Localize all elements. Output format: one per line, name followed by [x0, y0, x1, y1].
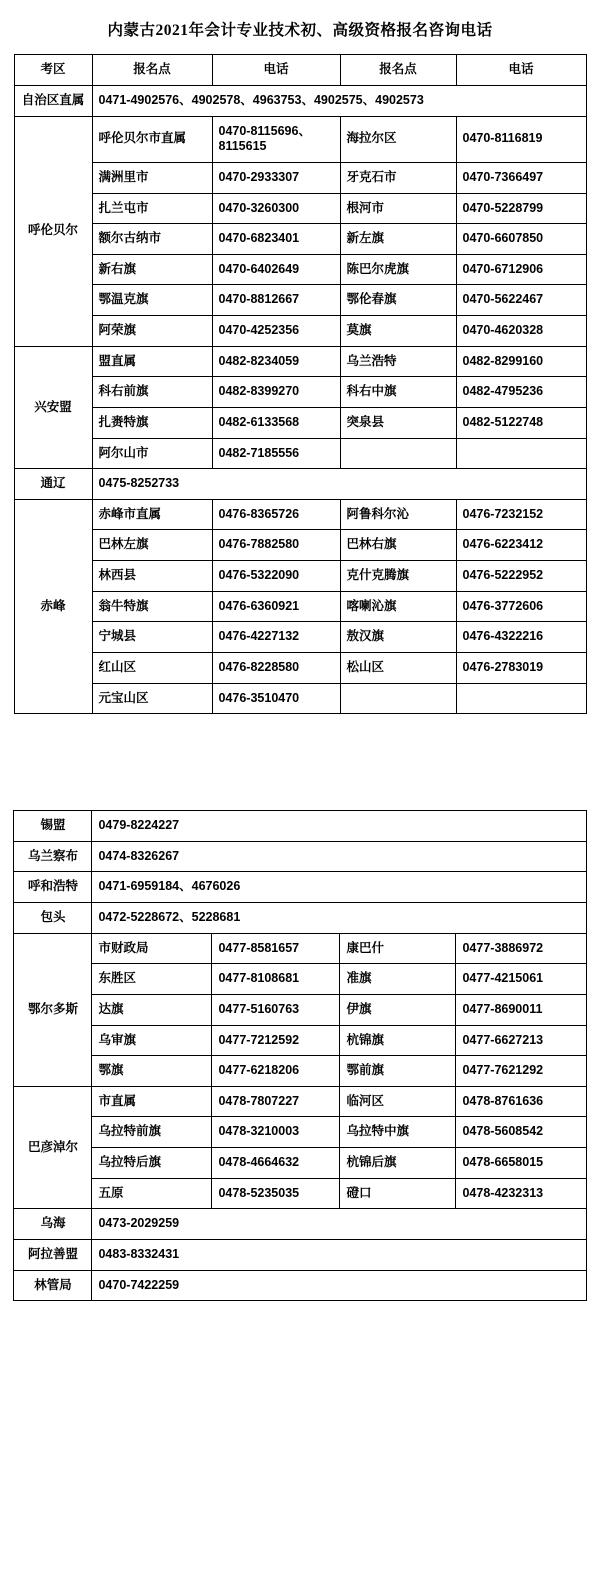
- table-row: [14, 316, 586, 347]
- site-cell: 达旗: [92, 994, 212, 1025]
- site-cell: 五原: [92, 1178, 212, 1209]
- phone-cell: 0478-5608542: [456, 1117, 586, 1148]
- contact-table-part1: [14, 54, 587, 714]
- site-cell: 海拉尔区: [340, 116, 456, 162]
- table-row: [14, 652, 586, 683]
- phone-cell: 0482-4795236: [456, 377, 586, 408]
- table-row: [14, 193, 586, 224]
- region-phone-cell: 0472-5228672、5228681: [92, 903, 586, 934]
- table-row: [14, 285, 586, 316]
- region-cell: 巴彦淖尔: [14, 1086, 92, 1209]
- table-row: [14, 1056, 586, 1087]
- table-row: [14, 346, 586, 377]
- phone-cell: 0470-5228799: [456, 193, 586, 224]
- site-cell: 赤峰市直属: [92, 499, 212, 530]
- table-row: [14, 683, 586, 714]
- table-row: [14, 811, 586, 842]
- site-cell: 临河区: [340, 1086, 456, 1117]
- site-cell: 伊旗: [340, 994, 456, 1025]
- phone-cell: 0470-4620328: [456, 316, 586, 347]
- site-cell: 康巴什: [340, 933, 456, 964]
- site-cell: 元宝山区: [92, 683, 212, 714]
- phone-cell: 0477-6627213: [456, 1025, 586, 1056]
- table-row: [14, 561, 586, 592]
- region-cell: 阿拉善盟: [14, 1239, 92, 1270]
- region-phone-cell: 0475-8252733: [92, 469, 586, 500]
- region-phone-cell: 0471-4902576、4902578、4963753、4902575、4902573: [92, 86, 586, 117]
- site-cell: 扎赉特旗: [92, 407, 212, 438]
- phone-cell: 0476-5322090: [212, 561, 340, 592]
- table-row: [14, 872, 586, 903]
- table-row: [14, 1117, 586, 1148]
- site-cell: 牙克石市: [340, 162, 456, 193]
- site-cell: 林西县: [92, 561, 212, 592]
- header-phone-1: 电话: [212, 55, 340, 86]
- phone-cell: 0470-6823401: [212, 224, 340, 255]
- table-row: [14, 499, 586, 530]
- page-break-spacer: [0, 714, 600, 810]
- table-row: [14, 438, 586, 469]
- phone-cell: 0470-8115696、8115615: [212, 116, 340, 162]
- phone-cell: 0470-2933307: [212, 162, 340, 193]
- phone-cell: 0482-8399270: [212, 377, 340, 408]
- site-cell: 巴林右旗: [340, 530, 456, 561]
- phone-cell: 0478-5235035: [212, 1178, 340, 1209]
- table-row: [14, 903, 586, 934]
- phone-cell: 0476-6360921: [212, 591, 340, 622]
- phone-cell: 0476-6223412: [456, 530, 586, 561]
- site-cell-empty: [340, 438, 456, 469]
- header-region: 考区: [14, 55, 92, 86]
- site-cell: 盟直属: [92, 346, 212, 377]
- phone-cell: 0470-6712906: [456, 254, 586, 285]
- table-row: [14, 1178, 586, 1209]
- site-cell: 喀喇沁旗: [340, 591, 456, 622]
- table-row: [14, 1239, 586, 1270]
- phone-cell: 0482-8299160: [456, 346, 586, 377]
- site-cell: 乌拉特前旗: [92, 1117, 212, 1148]
- table-row: [14, 1148, 586, 1179]
- phone-cell: 0470-8812667: [212, 285, 340, 316]
- site-cell: 松山区: [340, 652, 456, 683]
- site-cell: 磴口: [340, 1178, 456, 1209]
- table-row: [14, 116, 586, 162]
- region-phone-cell: 0471-6959184、4676026: [92, 872, 586, 903]
- table-row: [14, 1086, 586, 1117]
- phone-cell: 0476-8228580: [212, 652, 340, 683]
- phone-cell: 0470-7366497: [456, 162, 586, 193]
- site-cell: 杭锦后旗: [340, 1148, 456, 1179]
- phone-cell: 0470-3260300: [212, 193, 340, 224]
- contact-table-part2: [13, 810, 586, 1301]
- site-cell: 乌拉特后旗: [92, 1148, 212, 1179]
- site-cell: 乌审旗: [92, 1025, 212, 1056]
- phone-cell: 0477-8108681: [212, 964, 340, 995]
- phone-cell: 0476-7882580: [212, 530, 340, 561]
- site-cell: 鄂温克旗: [92, 285, 212, 316]
- table-row: [14, 162, 586, 193]
- phone-cell: 0470-6402649: [212, 254, 340, 285]
- table-row: [14, 86, 586, 117]
- region-cell: 自治区直属: [14, 86, 92, 117]
- region-phone-cell: 0483-8332431: [92, 1239, 586, 1270]
- site-cell: 杭锦旗: [340, 1025, 456, 1056]
- phone-cell: 0477-7621292: [456, 1056, 586, 1087]
- region-cell: 呼和浩特: [14, 872, 92, 903]
- table-row: [14, 407, 586, 438]
- phone-cell: 0476-7232152: [456, 499, 586, 530]
- site-cell: 新左旗: [340, 224, 456, 255]
- table-row: [14, 469, 586, 500]
- header-site-2: 报名点: [340, 55, 456, 86]
- table-row: [14, 254, 586, 285]
- phone-cell: 0478-8761636: [456, 1086, 586, 1117]
- site-cell-empty: [340, 683, 456, 714]
- region-cell: 林管局: [14, 1270, 92, 1301]
- phone-cell: 0476-3772606: [456, 591, 586, 622]
- phone-cell-empty: [456, 683, 586, 714]
- site-cell: 巴林左旗: [92, 530, 212, 561]
- site-cell: 陈巴尔虎旗: [340, 254, 456, 285]
- phone-cell: 0476-8365726: [212, 499, 340, 530]
- site-cell: 乌拉特中旗: [340, 1117, 456, 1148]
- region-cell: 乌海: [14, 1209, 92, 1240]
- phone-cell: 0482-6133568: [212, 407, 340, 438]
- phone-cell: 0478-4664632: [212, 1148, 340, 1179]
- site-cell: 乌兰浩特: [340, 346, 456, 377]
- site-cell: 阿鲁科尔沁: [340, 499, 456, 530]
- site-cell: 市直属: [92, 1086, 212, 1117]
- phone-cell: 0477-6218206: [212, 1056, 340, 1087]
- table-row: [14, 1209, 586, 1240]
- site-cell: 鄂旗: [92, 1056, 212, 1087]
- site-cell: 东胜区: [92, 964, 212, 995]
- phone-cell: 0477-7212592: [212, 1025, 340, 1056]
- header-phone-2: 电话: [456, 55, 586, 86]
- phone-cell: 0478-4232313: [456, 1178, 586, 1209]
- phone-cell: 0482-7185556: [212, 438, 340, 469]
- phone-cell: 0477-4215061: [456, 964, 586, 995]
- site-cell: 市财政局: [92, 933, 212, 964]
- region-cell: 通辽: [14, 469, 92, 500]
- table-row: [14, 841, 586, 872]
- table-header-row: [14, 55, 586, 86]
- region-cell: 乌兰察布: [14, 841, 92, 872]
- phone-cell: 0470-6607850: [456, 224, 586, 255]
- table-row: [14, 622, 586, 653]
- phone-cell: 0482-8234059: [212, 346, 340, 377]
- site-cell: 新右旗: [92, 254, 212, 285]
- phone-cell: 0478-3210003: [212, 1117, 340, 1148]
- phone-cell: 0470-4252356: [212, 316, 340, 347]
- site-cell: 满洲里市: [92, 162, 212, 193]
- site-cell: 根河市: [340, 193, 456, 224]
- table-row: [14, 964, 586, 995]
- table-row: [14, 224, 586, 255]
- region-cell: 鄂尔多斯: [14, 933, 92, 1086]
- site-cell: 阿荣旗: [92, 316, 212, 347]
- region-phone-cell: 0474-8326267: [92, 841, 586, 872]
- page-title: 内蒙古2021年会计专业技术初、高级资格报名咨询电话: [107, 22, 493, 39]
- site-cell: 扎兰屯市: [92, 193, 212, 224]
- site-cell: 科右中旗: [340, 377, 456, 408]
- site-cell: 科右前旗: [92, 377, 212, 408]
- region-phone-cell: 0479-8224227: [92, 811, 586, 842]
- phone-cell: 0477-3886972: [456, 933, 586, 964]
- phone-cell: 0470-8116819: [456, 116, 586, 162]
- phone-cell: 0482-5122748: [456, 407, 586, 438]
- table-row: [14, 994, 586, 1025]
- site-cell: 鄂前旗: [340, 1056, 456, 1087]
- site-cell: 红山区: [92, 652, 212, 683]
- site-cell: 呼伦贝尔市直属: [92, 116, 212, 162]
- site-cell: 准旗: [340, 964, 456, 995]
- region-cell: 兴安盟: [14, 346, 92, 469]
- phone-cell: 0470-5622467: [456, 285, 586, 316]
- site-cell: 鄂伦春旗: [340, 285, 456, 316]
- site-cell: 敖汉旗: [340, 622, 456, 653]
- region-cell: 呼伦贝尔: [14, 116, 92, 346]
- phone-cell: 0476-2783019: [456, 652, 586, 683]
- region-cell: 包头: [14, 903, 92, 934]
- phone-cell: 0478-7807227: [212, 1086, 340, 1117]
- phone-cell: 0476-4322216: [456, 622, 586, 653]
- region-phone-cell: 0473-2029259: [92, 1209, 586, 1240]
- site-cell: 莫旗: [340, 316, 456, 347]
- phone-cell: 0478-6658015: [456, 1148, 586, 1179]
- table-row: [14, 530, 586, 561]
- phone-cell: 0477-5160763: [212, 994, 340, 1025]
- site-cell: 翁牛特旗: [92, 591, 212, 622]
- region-cell: 锡盟: [14, 811, 92, 842]
- phone-cell: 0476-3510470: [212, 683, 340, 714]
- site-cell: 克什克腾旗: [340, 561, 456, 592]
- table-row: [14, 1270, 586, 1301]
- phone-cell: 0476-4227132: [212, 622, 340, 653]
- table-row: [14, 933, 586, 964]
- site-cell: 突泉县: [340, 407, 456, 438]
- site-cell: 宁城县: [92, 622, 212, 653]
- table-row: [14, 377, 586, 408]
- phone-cell: 0476-5222952: [456, 561, 586, 592]
- table-row: [14, 1025, 586, 1056]
- region-phone-cell: 0470-7422259: [92, 1270, 586, 1301]
- phone-cell: 0477-8690011: [456, 994, 586, 1025]
- site-cell: 阿尔山市: [92, 438, 212, 469]
- phone-cell-empty: [456, 438, 586, 469]
- site-cell: 额尔古纳市: [92, 224, 212, 255]
- header-site-1: 报名点: [92, 55, 212, 86]
- table-row: [14, 591, 586, 622]
- phone-cell: 0477-8581657: [212, 933, 340, 964]
- region-cell: 赤峰: [14, 499, 92, 713]
